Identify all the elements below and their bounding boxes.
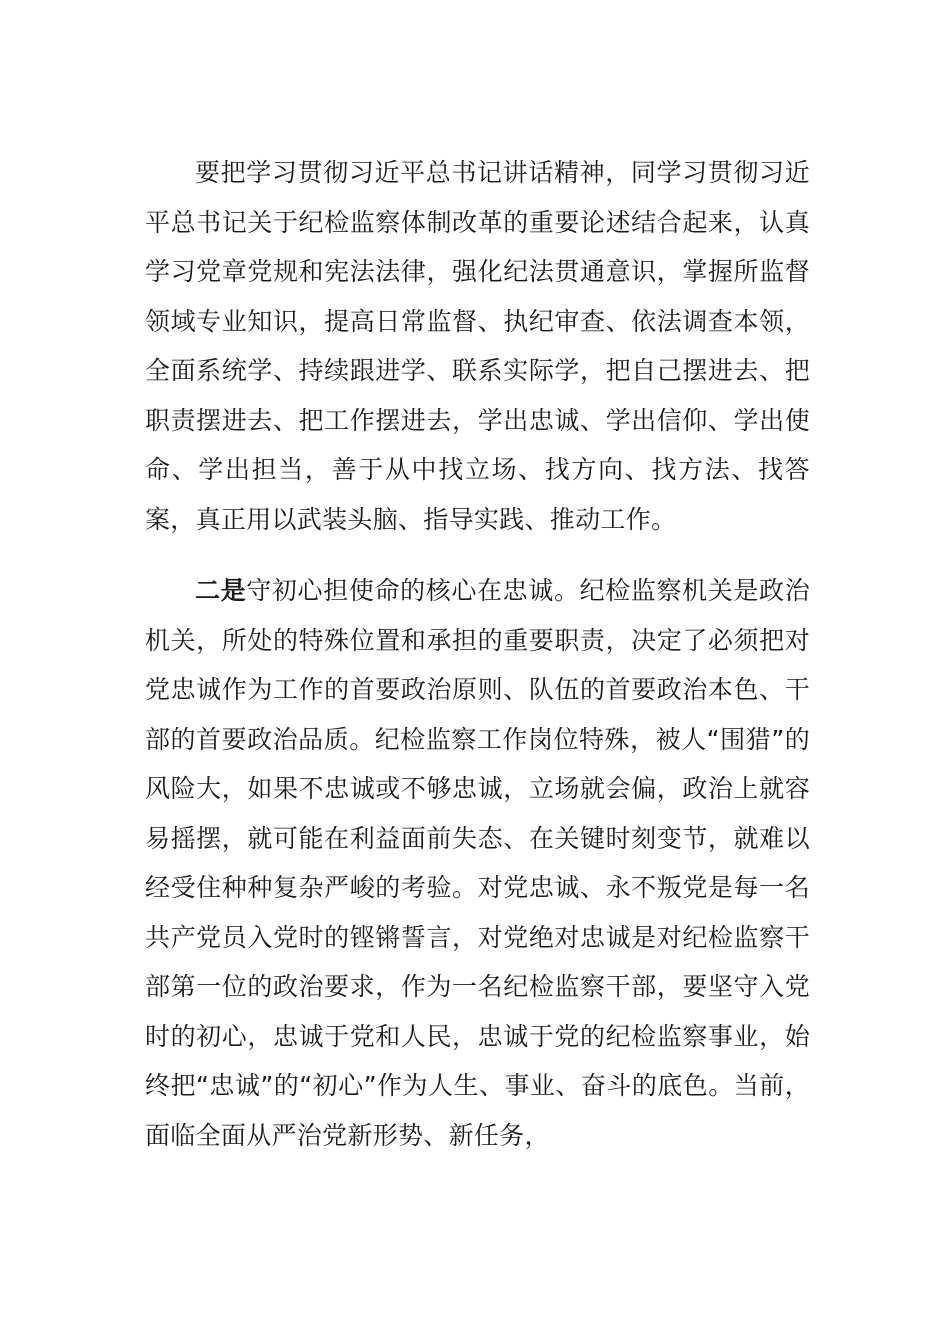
paragraph-text: 守初心担使命的核心在忠诚。纪检监察机关是政治机关，所处的特殊位置和承担的重要职责，决定了必须把对党忠诚作为工作的首要政治原则、队伍的首要政治本色、干部的首要政治品质。纪检监察工作岗位特殊，被人“围猎”的风险大，如果不忠诚或不够忠诚，立场就会偏，政治上就容易摇摆，就可能在利益面前失态、在关键时刻变节，就难以经受住种种复杂严峻的考验。对党忠诚、永不叛党是每一名共产党员入党时的铿锵誓言，对党绝对忠诚是对纪检监察干部第一位的政治要求，作为一名纪检监察干部，要坚守入党时的初心，忠诚于党和人民，忠诚于党的纪检监察事业，始终把“忠诚”的“初心”作为人生、事业、奋斗的底色。当前，面临全面从严治党新形势、新任务，	[145, 576, 810, 1150]
paragraph-lead: 二是	[195, 576, 247, 605]
paragraph-1	[145, 148, 810, 544]
paragraph-2	[145, 566, 810, 1160]
document-body	[145, 148, 810, 1160]
paragraph-text: 要把学习贯彻习近平总书记讲话精神，同学习贯彻习近平总书记关于纪检监察体制改革的重要论述结合起来，认真学习党章党规和宪法法律，强化纪法贯通意识，掌握所监督领域专业知识，提高日常监督、执纪审查、依法调查本领，全面系统学、持续跟进学、联系实际学，把自己摆进去、把职责摆进去、把工作摆进去，学出忠诚、学出信仰、学出使命、学出担当，善于从中找立场、找方向、找方法、找答案，真正用以武装头脑、指导实践、推动工作。	[145, 158, 810, 534]
